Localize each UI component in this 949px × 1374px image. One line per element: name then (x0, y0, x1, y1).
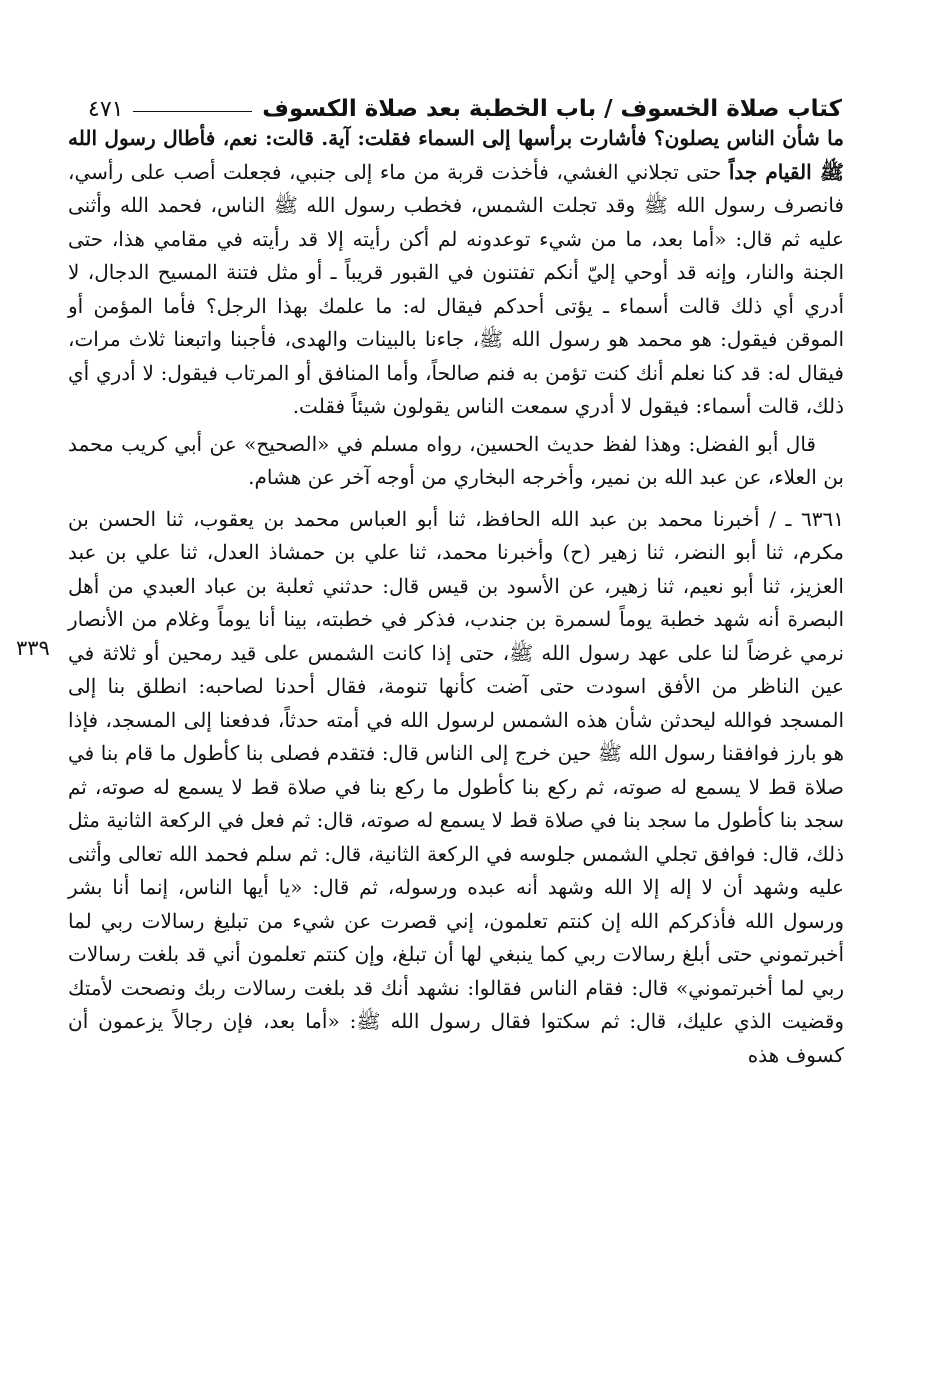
page-body (68, 122, 844, 1072)
paragraph-commentary: قال أبو الفضل: وهذا لفظ حديث الحسين، رواه مسلم في «الصحيح» عن أبي كريب محمد بن العلاء، عن عبد الله بن نمير، وأخرجه البخاري من أوجه آخر عن هشام. (68, 431, 844, 489)
margin-page-number: ٣٣٩ (16, 636, 50, 660)
header-title: كتاب صلاة الخسوف / باب الخطبة بعد صلاة الكسوف (262, 96, 842, 122)
running-header (88, 86, 842, 122)
page-number: ٤٧١ (88, 97, 124, 122)
header-rule (133, 111, 252, 112)
paragraph-hadith: ٦٣٦١ ـ / أخبرنا محمد بن عبد الله الحافظ، ثنا أبو العباس محمد بن يعقوب، ثنا الحسن بن مكرم، ثنا أبو النضر، ثنا زهير (ح) وأخبرنا محمد، ثنا علي بن حمشاذ العدل، ثنا علي بن عبد العزيز، ثنا أبو نعيم، ثنا زهير، عن الأسود بن قيس قال: حدثني ثعلبة بن عباد العبدي من أهل البصرة أنه شهد خطبة يوماً لسمرة بن جندب، فذكر في خطبته، بينا أنا يوماً وغلام من الأنصار نرمي غرضاً لنا على عهد رسول الله ﷺ، حتى إذا كانت الشمس على قيد رمحين أو ثلاثة في عين الناظر من الأفق اسودت حتى آضت كأنها تنومة، فقال أحدنا لصاحبه: انطلق بنا إلى المسجد فوالله ليحدثن شأن هذه الشمس لرسول الله في أمته حدثاً، فدفعنا إلى المسجد، فإذا هو بارز فوافقنا رسول الله ﷺ حين خرج إلى الناس قال: فتقدم فصلى بنا كأطول ما قام بنا في صلاة قط لا يسمع له صوته، ثم ركع بنا كأطول ما ركع بنا في صلاة قط لا يسمع له صوته، ثم سجد بنا كأطول ما سجد بنا في صلاة قط لا يسمع له صوته، قال: ثم فعل في الركعة الثانية مثل ذلك، قال: فوافق تجلي الشمس جلوسه في الركعة الثانية، قال: ثم سلم فحمد الله تعالى وأثنى عليه وشهد أن لا إله إلا الله وشهد أنه عبده ورسوله، ثم قال: «يا أيها الناس، إنما أنا بشر ورسول الله فأذكركم الله إن كنتم تعلمون، إني قصرت عن شيء من تبليغ رسالات ربي لما أخبرتموني حتى أبلغ رسالات ربي كما ينبغي لها أن تبلغ، وإن كنتم تعلمون أني قد بلغت رسالات ربي لما أخبرتموني» قال: فقام الناس فقالوا: نشهد أنك قد بلغت رسالات ربك ونصحت لأمتك وقضيت الذي عليك، قال: ثم سكتوا فقال رسول الله ﷺ: «أما بعد، فإن رجالاً يزعمون أن كسوف هذه (68, 506, 845, 1067)
paragraph-text: حتى تجلاني الغشي، فأخذت قربة من ماء إلى جنبي، فجعلت أصب على رأسي، فانصرف رسول الله ﷺ وقد تجلت الشمس، فخطب رسول الله ﷺ الناس، فحمد الله وأثنى عليه ثم قال: «أما بعد، ما من شيء توعدونه لم أكن رأيته إلا قد رأيته في مقامي هذا، حتى الجنة والنار، وإنه قد أوحي إليّ أنكم تفتنون في القبور قريباً ـ أو مثل فتنة المسيح الدجال، لا أدري أي ذلك قالت أسماء ـ يؤتى أحدكم فيقال له: ما علمك بهذا الرجل؟ فأما المؤمن أو الموقن فيقول: هو محمد هو رسول الله ﷺ، جاءنا بالبينات والهدى، فأجبنا واتبعنا ثلاث مرات، فيقال له: قد كنا نعلم أنك كنت تؤمن به فنم صالحاً، وأما المنافق أو المرتاب فيقول: لا أدري أي ذلك، قالت أسماء: فيقول لا أدري سمعت الناس يقولون شيئاً فقلت. (68, 159, 844, 418)
paragraph-continuation (68, 122, 844, 424)
paragraph-lead-text: ما شأن الناس يصلون؟ فأشارت برأسها إلى السماء فقلت: آية. قالت: نعم، فأطال رسول الله ﷺ القيام جداً (68, 126, 844, 184)
